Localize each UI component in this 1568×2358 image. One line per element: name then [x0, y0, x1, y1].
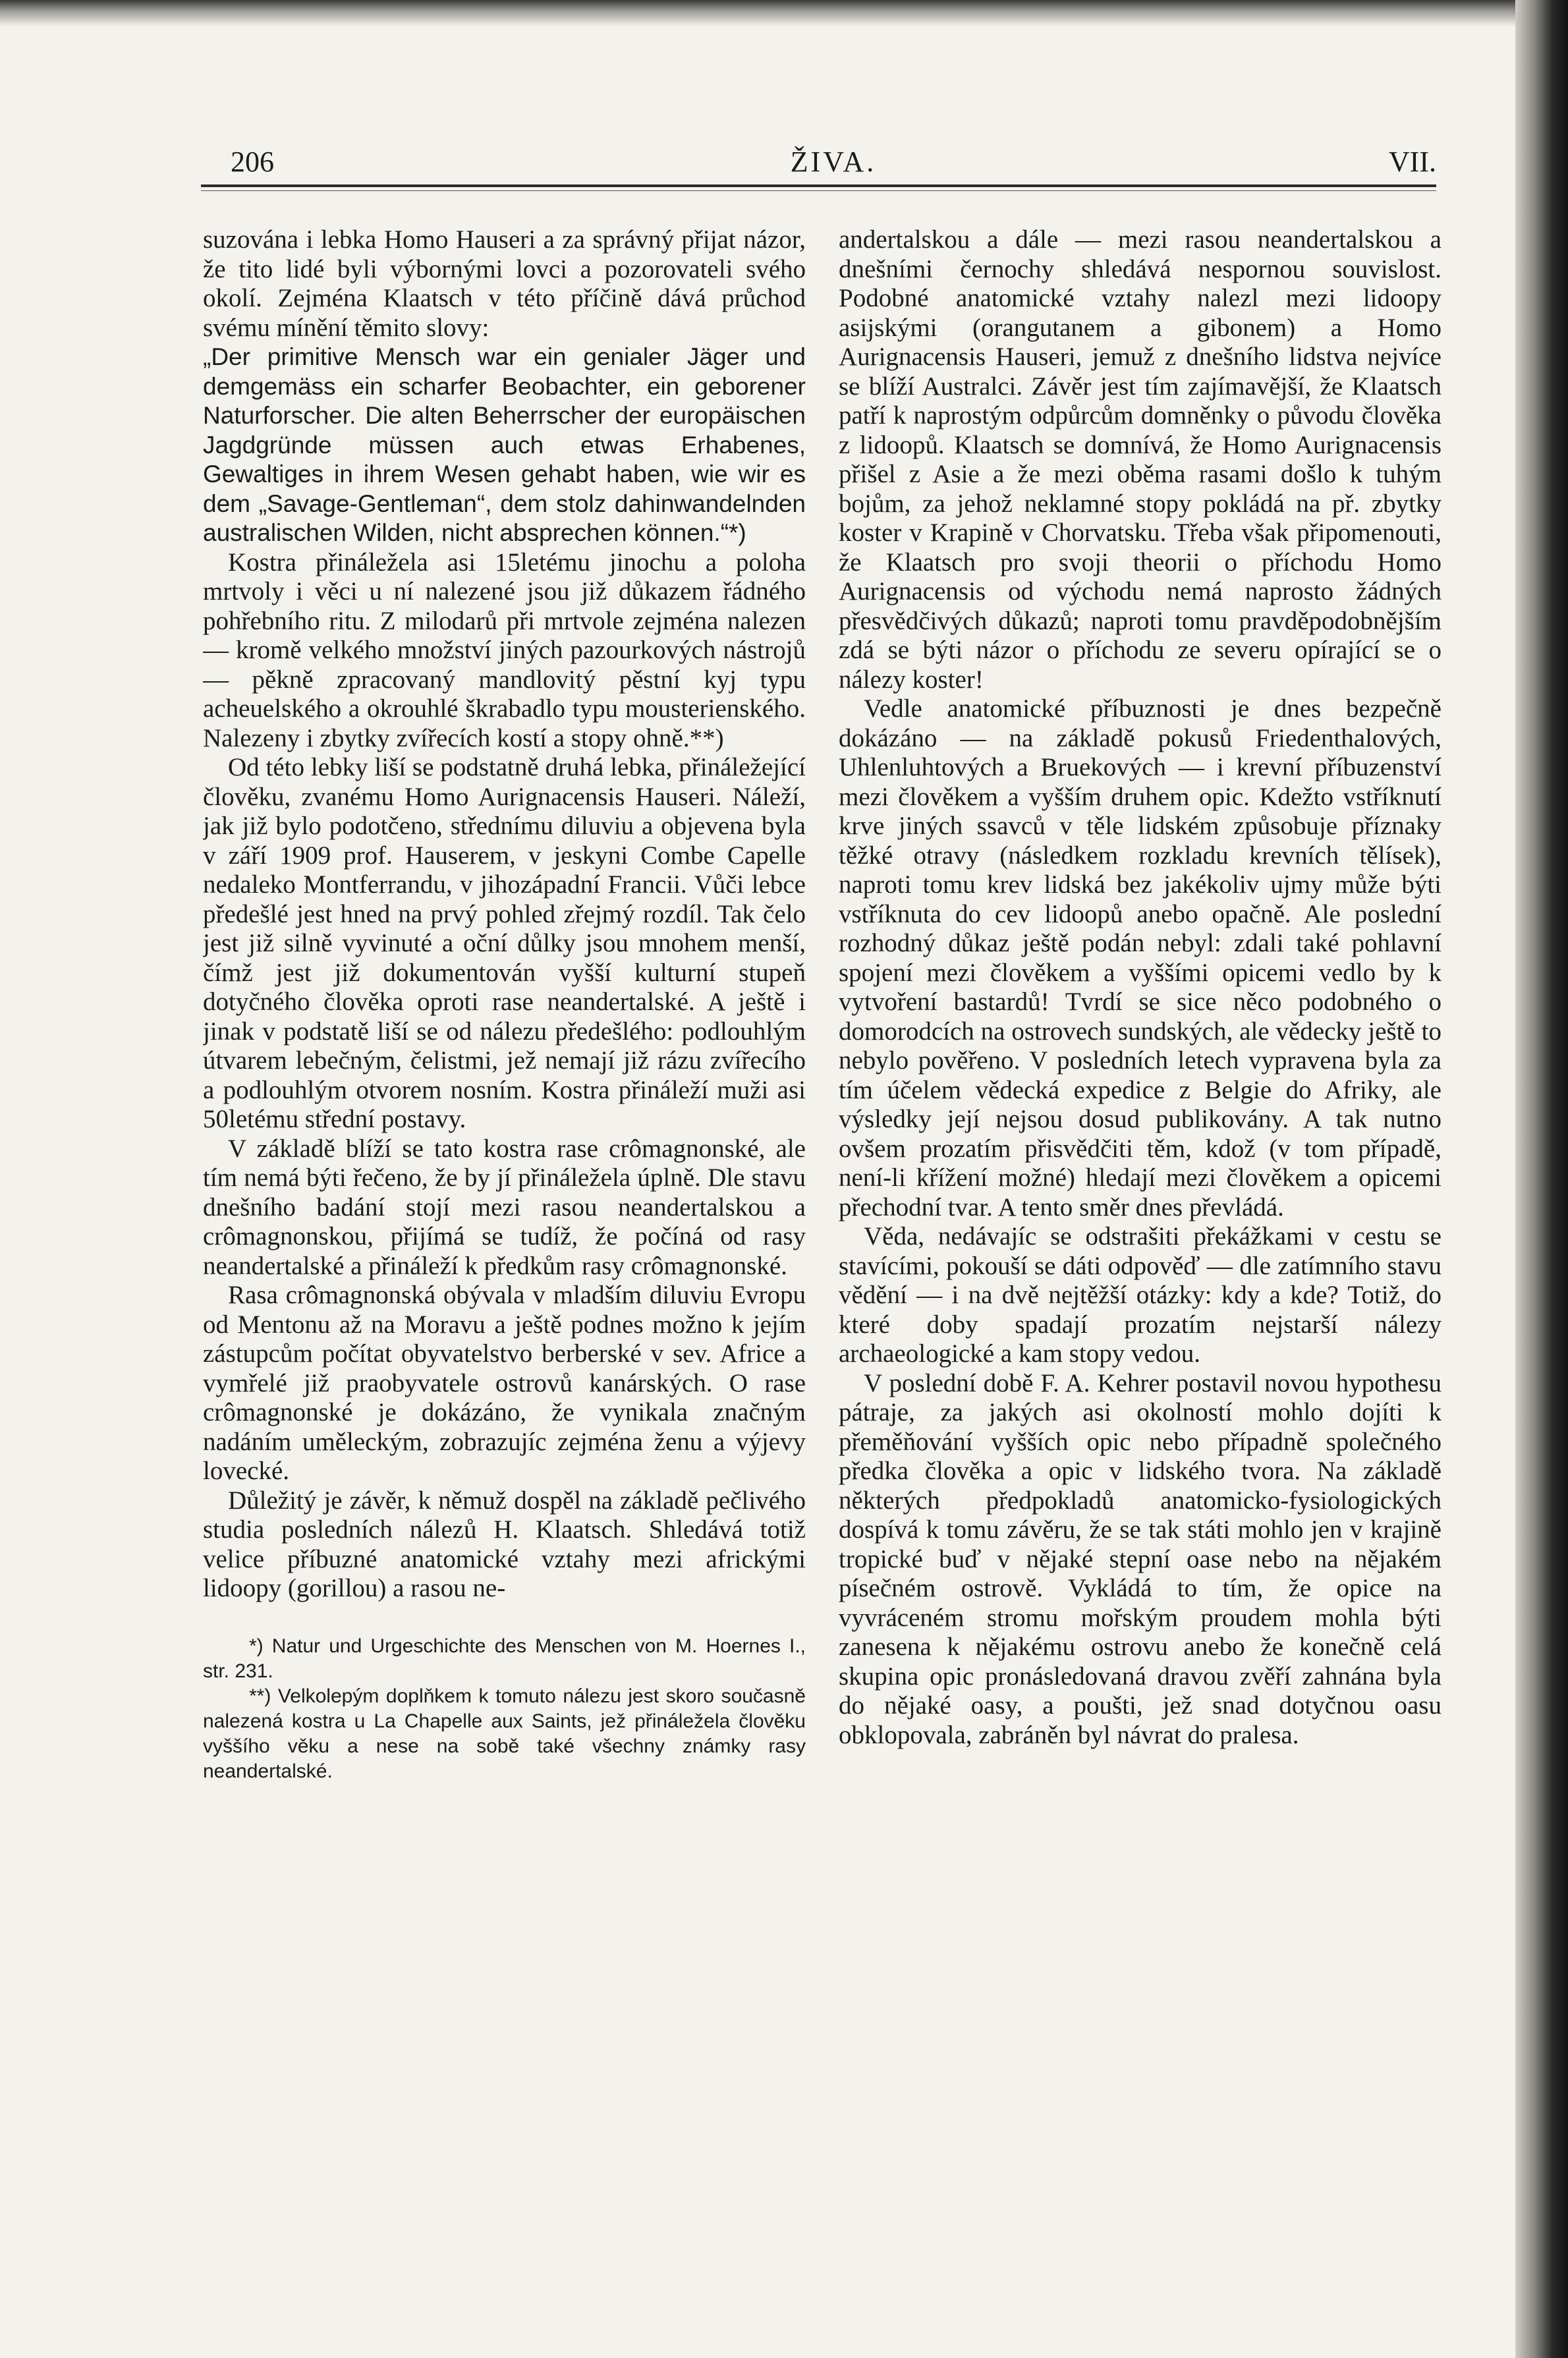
- header-rule: [201, 184, 1436, 187]
- german-quote: „Der primitive Mensch war ein genialer Jäger und demgemäss ein scharfer Beobachter, ein geborener Naturforscher. Die alten Beherrscher der europäischen Jagdgründe müssen auch etwas Erhabenes, Gewaltiges in ihrem Wesen gehabt haben, wie wir es dem „Savage-Gentleman“, dem stolz dahinwandelnden australischen Wilden, nicht absprechen können.“*): [203, 343, 806, 546]
- footnote: *) Natur und Urgeschichte des Menschen von M. Hoernes I., str. 231.: [203, 1635, 806, 1682]
- volume-number: VII.: [1388, 146, 1436, 178]
- paragraph: Důležitý je závěr, k němuž dospěl na základě pečlivého studia posledních nálezů H. Klaatsch. Shledává totiž velice příbuzné anatomické vztahy mezi africkými lidoopy (gorillou) a rasou ne-: [203, 1486, 806, 1602]
- paragraph: andertalskou a dále — mezi rasou neandertalskou a dnešními černochy shledává nespornou souvislost. Podobné anatomické vztahy nalezl mezi lidoopy asijskými (orangutanem a gibonem) a Homo Aurignacensis Hauseri, jemuž z dnešního lidstva nejvíce se blíží Australci. Závěr jest tím zajímavější, že Klaatsch patří k naprostým odpůrcům domněnky o původu člověka z lidoopů. Klaatsch se domnívá, že Homo Aurignacensis přišel z Asie a že mezi oběma rasami došlo k tuhým bojům, za jehož neklamné stopy pokládá na př. zbytky koster v Krapině v Chorvatsku. Třeba však připomenouti, že Klaatsch pro svoji theorii o příchodu Homo Aurignacensis od východu nemá naprosto žádných přesvědčivých důkazů; naproti tomu pravděpodobnějším zdá se býti názor o příchodu ze severu opírající se o nálezy koster!: [839, 225, 1442, 694]
- paragraph: Rasa crômagnonská obývala v mladším diluviu Evropu od Mentonu až na Moravu a ještě podnes možno k jejím zástupcům počítat obyvatelstvo berberské v sev. Africe a vymřelé již praobyvatele ostrovů kanárských. O rase crômagnonské je dokázáno, že vynikala značným nadáním uměleckým, zobrazujíc zejména ženu a výjevy lovecké.: [203, 1281, 806, 1485]
- scan-binding-edge: [1515, 0, 1568, 2358]
- paragraph: Od této lebky liší se podstatně druhá lebka, přináležející člověku, zvanému Homo Aurignacensis Hauseri. Náleží, jak již bylo podotčeno, střednímu diluviu a objevena byla v září 1909 prof. Hauserem, v jeskyni Combe Capelle nedaleko Montferrandu, v jihozápadní Francii. Vůči lebce předešlé jest hned na prvý pohled zřejmý rozdíl. Tak čelo jest již silně vyvinuté a oční důlky jsou mnohem menší, čímž jest již dokumentován vyšší kulturní stupeň dotyčného člověka oproti rase neandertalské. A ještě i jinak v podstatě liší se od nálezu předešlého: podlouhlým útvarem lebečným, čelistmi, jež nemají již rázu zvířecího a podlouhlým otvorem nosním. Kostra přináleží muži asi 50letému střední postavy.: [203, 753, 806, 1133]
- paragraph: V poslední době F. A. Kehrer postavil novou hypothesu pátraje, za jakých asi okolností mohlo dojíti k přeměňování vyšších opic nebo případně společného předka člověka a opic v lidského tvora. Na základě některých předpokladů anatomicko-fysiologických dospívá k tomu závěru, že se tak státi mohlo jen v krajině tropické buď v nějaké stepní oase nebo na nějakém písečném ostrově. Vykládá to tím, že opice na vyvráceném stromu mořským proudem mohla býti zanesena k nějakému ostrovu anebo že konečně celá skupina opic pronásledovaná dravou zvěří zahnána byla do nějaké oasy, a poušti, jež snad dotyčnou oasu obklopovala, zabráněn byl návrat do pralesa.: [839, 1368, 1442, 1749]
- journal-title: ŽIVA.: [790, 146, 877, 178]
- right-column: [839, 225, 1442, 2320]
- footnote: **) Velkolepým doplňkem k tomuto nálezu jest skoro současně nalezená kostra u La Chapelle aux Saints, jež přináležela člověku vyššího věku a nese na sobě také všechny známky rasy neandertalské.: [203, 1685, 806, 1782]
- paragraph: Kostra přináležela asi 15letému jinochu a poloha mrtvoly i věci u ní nalezené jsou již důkazem řádného pohřebního ritu. Z milodarů při mrtvole zejména nalezen — kromě velkého množství jiných pazourkových nástrojů — pěkně zpracovaný mandlovitý pěstní kyj typu acheuelského a okrouhlé škrabadlo typu mousterienského. Nalezeny i zbytky zvířecích kostí a stopy ohně.**): [203, 547, 806, 752]
- paragraph: Vedle anatomické příbuznosti je dnes bezpečně dokázáno — na základě pokusů Friedenthalových, Uhlenluhtových a Bruekových — i krevní příbuzenství mezi člověkem a vyšším druhem opic. Kdežto vstříknutí krve jiných ssavců v těle lidském způsobuje příznaky těžké otravy (následkem rozkladu krevních tělísek), naproti tomu krev lidská bez jakékoliv ujmy může býti vstříknuta do cev lidoopů anebo opačně. Ale poslední rozhodný důkaz ještě podán nebyl: zdali také pohlavní spojení mezi člověkem a vyššími opicemi vedlo by k vytvoření bastardů! Tvrdí se sice něco podobného o domorodcích na ostrovech sundských, ale vědecky ještě to nebylo pověřeno. V posledních letech vypravena byla za tím účelem vědecká expedice z Belgie do Afriky, ale výsledky její nejsou dosud publikovány. A tak nutno ovšem prozatím přisvědčiti těm, kdož (v tom případě, není-li křížení možné) hledají mezi člověkem a opicemi přechodní tvar. A tento směr dnes převládá.: [839, 694, 1442, 1221]
- paragraph: suzována i lebka Homo Hauseri a za správný přijat názor, že tito lidé byli výbornými lovci a pozorovateli svého okolí. Zejména Klaatsch v této příčině dává průchod svému mínění těmito slovy:: [203, 225, 806, 342]
- page-number: 206: [231, 146, 274, 178]
- running-head: [231, 144, 1436, 181]
- footnotes: [203, 1634, 806, 1784]
- paragraph: V základě blíží se tato kostra rase crômagnonské, ale tím nemá býti řečeno, že by jí přináležela úplně. Dle stavu dnešního badání stojí mezi rasou neandertalskou a crômagnonskou, přijímá se tudíž, že počíná od rasy neandertalské a přináleží k předkům rasy crômagnonské.: [203, 1134, 806, 1280]
- header-rule-thin: [201, 190, 1436, 191]
- paragraph: Věda, nedávajíc se odstrašiti překážkami v cestu se stavícími, pokouší se dáti odpověď — dle zatímního stavu vědění — i na dvě nejtěžší otázky: kdy a kde? Totiž, do které doby spadají prozatím nejstarší nálezy archaeologické a kam stopy vedou.: [839, 1222, 1442, 1368]
- left-column: [203, 225, 806, 2320]
- scan-top-shadow: [0, 0, 1515, 26]
